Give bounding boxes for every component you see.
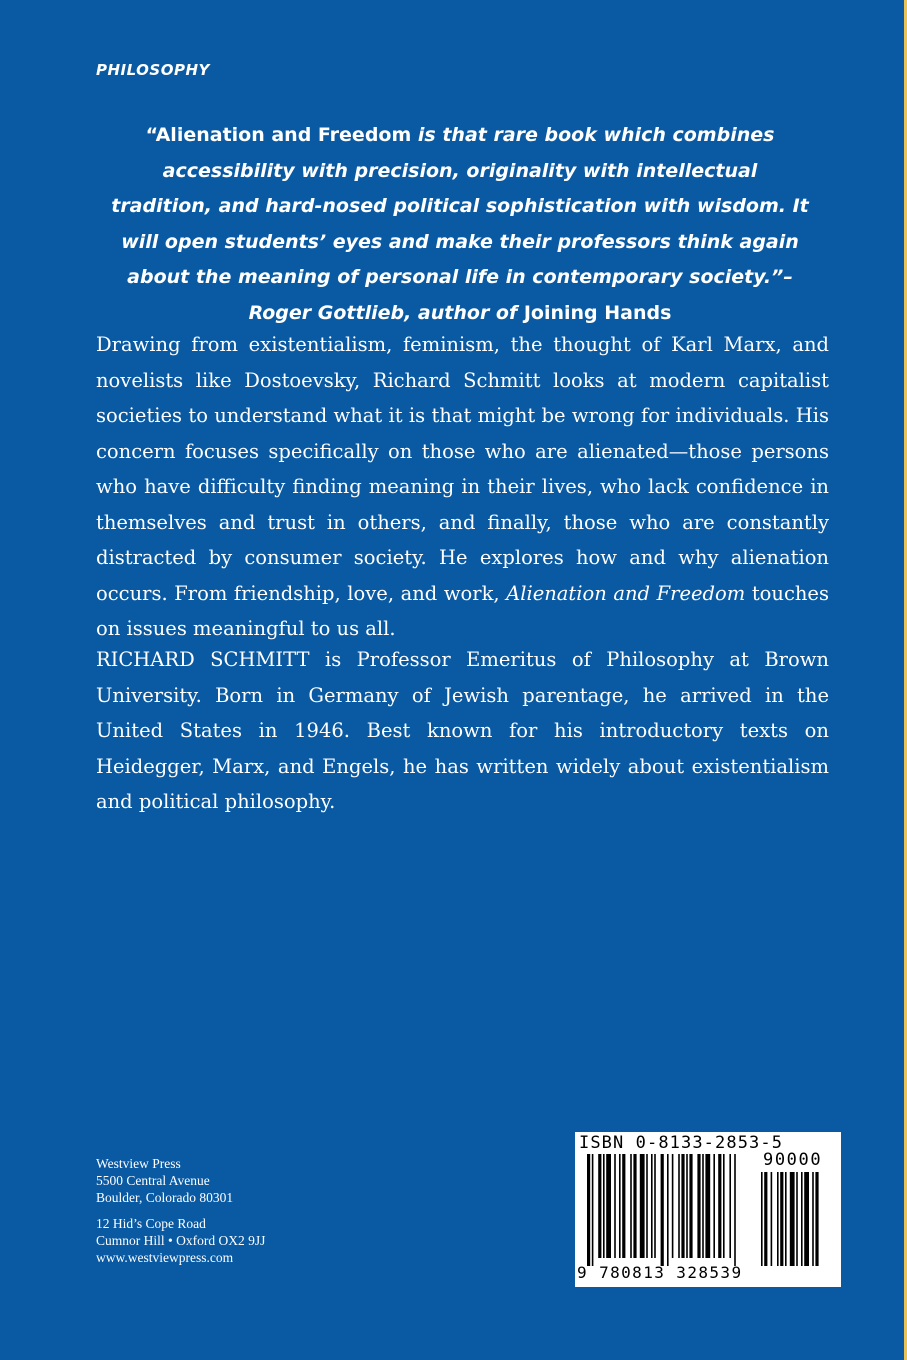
- barcode-bar: [603, 1154, 605, 1258]
- barcode-addon-bar: [764, 1172, 767, 1266]
- barcode-bar: [729, 1154, 731, 1258]
- barcode-bar: [678, 1154, 680, 1258]
- barcode-bar: [672, 1154, 674, 1258]
- barcode-bar: [681, 1154, 684, 1258]
- description-book-title: Alienation and Freedom: [506, 581, 746, 605]
- barcode-bar: [718, 1154, 721, 1258]
- barcode-bar: [723, 1154, 725, 1258]
- barcode-bar: [630, 1154, 632, 1258]
- barcode-addon-bar: [777, 1172, 779, 1266]
- publisher-uk-address-1: 12 Hid’s Cope Road: [96, 1216, 206, 1231]
- quote-text: is that rare book which combines accessibility with precision, originality with intellectual tradition, and hard-nosed political sophistication with wisdom. It will open students’ eyes and make their professors think again about the meaning of personal life in contemporary society.”–Roger Gottlieb, author of: [111, 124, 809, 324]
- barcode-bar: [667, 1154, 669, 1266]
- barcode-bar: [646, 1154, 648, 1258]
- barcode-bar: [619, 1154, 621, 1258]
- barcode-addon-bar: [780, 1172, 783, 1266]
- barcode-bar: [654, 1154, 656, 1258]
- price-code: 90000: [763, 1150, 823, 1170]
- isbn-barcode: [575, 1132, 841, 1287]
- barcode-bar: [598, 1154, 601, 1258]
- barcode-bar: [734, 1154, 736, 1266]
- barcode-addon-bar: [785, 1172, 787, 1266]
- barcode-bar: [606, 1154, 611, 1258]
- publisher-website: www.westviewpress.com: [96, 1250, 234, 1265]
- publisher-us-address-2: Boulder, Colorado 80301: [96, 1190, 234, 1205]
- publisher-us-address-1: 5500 Central Avenue: [96, 1173, 210, 1188]
- barcode-bar: [661, 1154, 664, 1266]
- barcode-addon-bar: [804, 1172, 809, 1266]
- barcode-bar: [705, 1154, 710, 1258]
- barcode-bar: [651, 1154, 653, 1258]
- quote-author-book: Joining Hands: [523, 301, 672, 324]
- barcode-bar: [713, 1154, 715, 1258]
- isbn-label: ISBN 0-8133-2853-5: [579, 1133, 784, 1153]
- barcode-bar: [587, 1154, 590, 1266]
- publisher-uk-address-2: Cumnor Hill • Oxford OX2 9JJ: [96, 1233, 266, 1248]
- endorsement-quote: [110, 118, 810, 331]
- book-description: [96, 327, 829, 647]
- category-label: PHILOSOPHY: [96, 61, 210, 79]
- ean-digits: 9 780813 328539: [577, 1263, 743, 1282]
- barcode-bar: [614, 1154, 616, 1258]
- barcode-addon-bar: [796, 1172, 798, 1266]
- barcode-bar: [702, 1154, 704, 1258]
- barcode-bar: [622, 1154, 625, 1258]
- barcode-addon-bar: [771, 1172, 773, 1266]
- barcode-addon-bar: [790, 1172, 795, 1266]
- barcode-bar: [592, 1154, 594, 1266]
- barcode-bar: [640, 1154, 645, 1258]
- barcode-bar: [697, 1154, 700, 1258]
- description-text-end: touches on issues meaningful to us all.: [96, 581, 829, 640]
- barcode-bar: [686, 1154, 688, 1258]
- barcode-bar: [689, 1154, 692, 1258]
- barcode-addon-bar: [761, 1172, 763, 1266]
- author-bio: RICHARD SCHMITT is Professor Emeritus of Philosophy at Brown University. Born in Germany of Jewish parentage, he arrived in the United States in 1946. Best known for his introductory texts on Heidegger, Marx, and Engels, he has written widely about existentialism and political philosophy.: [96, 648, 829, 813]
- publisher-info: [96, 1155, 265, 1266]
- publisher-name: Westview Press: [96, 1156, 181, 1171]
- barcode-addon-bar: [801, 1172, 803, 1266]
- description-text: Drawing from existentialism, feminism, the thought of Karl Marx, and novelists like Dostoevsky, Richard Schmitt looks at modern capitalist societies to understand what it is that might be wrong for individuals. His concern focuses specifically on those who are alienated—those persons who have difficulty finding meaning in their lives, who lack confidence in themselves and trust in others, and finally, those who are constantly distracted by consumer society. He explores how and why alienation occurs. From friendship, love, and work,: [96, 333, 829, 605]
- barcode-bar: [633, 1154, 636, 1258]
- barcode-addon-bar: [812, 1172, 814, 1266]
- barcode-addon-bar: [815, 1172, 818, 1266]
- quote-book-title: “Alienation and Freedom: [145, 124, 412, 146]
